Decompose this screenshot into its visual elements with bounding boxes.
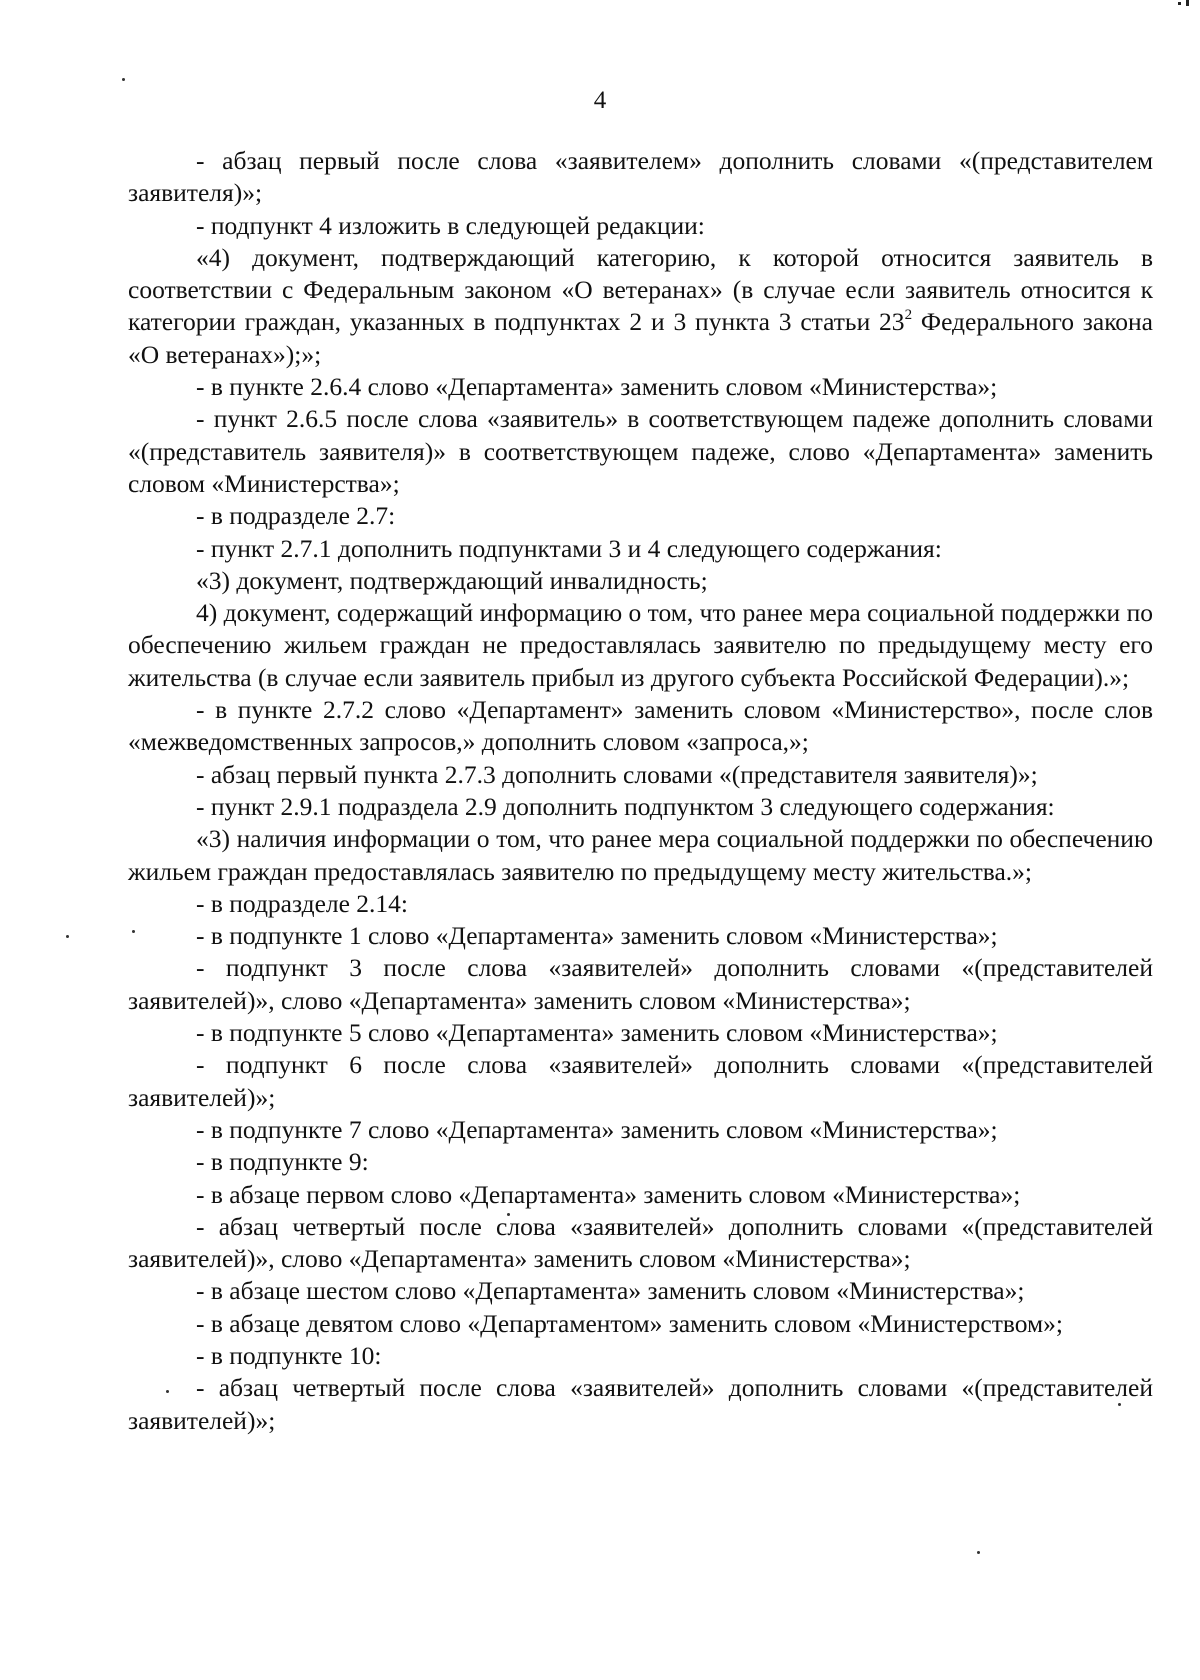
page-number: 4	[593, 87, 607, 114]
paragraph: - пункт 2.6.5 после слова «заявитель» в соответствующем падеже дополнить словами «(представитель заявителя)» в соответствующем падеже, слово «Департамента» заменить словом «Министерства»;	[128, 404, 1153, 498]
article-superscript: 2	[904, 307, 913, 324]
paragraph: - пункт 2.7.1 дополнить подпунктами 3 и 4 следующего содержания:	[196, 533, 942, 563]
scan-speck	[66, 935, 69, 938]
paragraph: «3) наличия информации о том, что ранее мера социальной поддержки по обеспечению жильем граждан предоставлялась заявителю по предыдущему месту жительства.»;	[128, 824, 1153, 886]
paragraph: - абзац первый после слова «заявителем» дополнить словами «(представителем заявителя)»;	[128, 146, 1153, 208]
scan-corner-mark	[1160, 0, 1200, 10]
paragraph: - в абзаце девятом слово «Департаментом» заменить словом «Министерством»;	[196, 1308, 1063, 1338]
paragraph: - подпункт 6 после слова «заявителей» дополнить словами «(представителей заявителей)»;	[128, 1050, 1153, 1112]
paragraph-with-superscript	[128, 242, 1153, 371]
paragraph: - в пункте 2.7.2 слово «Департамент» заменить словом «Министерство», после слов «межведомственных запросов,» дополнить словом «запроса,»;	[128, 695, 1153, 757]
paragraph: «3) документ, подтверждающий инвалидность;	[196, 565, 708, 595]
paragraph: - пункт 2.9.1 подраздела 2.9 дополнить подпунктом 3 следующего содержания:	[196, 791, 1055, 821]
paragraph: - в подпункте 1 слово «Департамента» заменить словом «Министерства»;	[196, 921, 998, 951]
paragraph: - в подпункте 5 слово «Департамента» заменить словом «Министерства»;	[196, 1018, 998, 1048]
paragraph: - в подпункте 7 слово «Департамента» заменить словом «Министерства»;	[196, 1114, 998, 1144]
scan-speck	[977, 1551, 980, 1554]
paragraph-text: Федерального закона «О ветеранах»);»;	[128, 307, 1154, 369]
paragraph: - в подпункте 9:	[196, 1147, 369, 1177]
scan-speck	[122, 78, 125, 81]
paragraph: - подпункт 3 после слова «заявителей» дополнить словами «(представителей заявителей)», слово «Департамента» заменить словом «Министерства»;	[128, 953, 1153, 1015]
document-body	[128, 145, 1153, 1437]
paragraph: - в пункте 2.6.4 слово «Департамента» заменить словом «Министерства»;	[196, 372, 998, 402]
paragraph: - в подразделе 2.7:	[196, 501, 396, 531]
paragraph-text: «4) документ, подтверждающий категорию, к которой относится заявитель в соответствии с Федеральным законом «О ветеранах» (в случае если заявитель относится к категории граждан, указанных в подпунктах 2 и 3 пункта 3 статьи 23	[128, 242, 1153, 337]
paragraph: - в абзаце шестом слово «Департамента» заменить словом «Министерства»;	[196, 1276, 1025, 1306]
paragraph: - в абзаце первом слово «Департамента» заменить словом «Министерства»;	[196, 1179, 1021, 1209]
paragraph: - абзац четвертый после слова «заявителей» дополнить словами «(представителей заявителей)», слово «Департамента» заменить словом «Министерства»;	[128, 1211, 1153, 1274]
paragraph: - абзац первый пункта 2.7.3 дополнить словами «(представителя заявителя)»;	[196, 759, 1038, 789]
paragraph: - в подразделе 2.14:	[196, 888, 409, 918]
paragraph: 4) документ, содержащий информацию о том, что ранее мера социальной поддержки по обеспечению жильем граждан не предоставлялась заявителю по предыдущему месту его жительства (в случае если заявитель прибыл из другого субъекта Российской Федерации).»;	[128, 598, 1153, 692]
paragraph: - подпункт 4 изложить в следующей редакции:	[196, 210, 705, 240]
paragraph: - в подпункте 10:	[196, 1340, 382, 1370]
paragraph: - абзац четвертый после слова «заявителей» дополнить словами «(представителей заявителей)»;	[128, 1373, 1153, 1435]
